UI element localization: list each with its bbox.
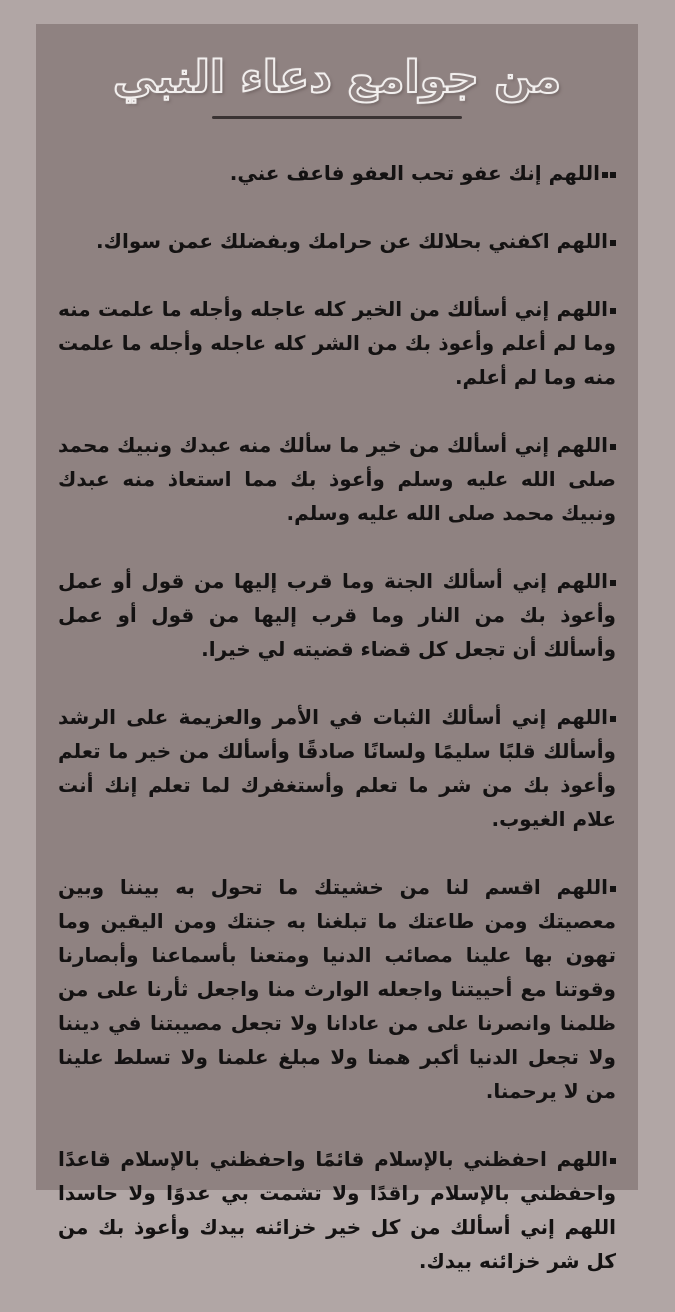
prayer-text: اللهم إني أسألك من الخير كله عاجله وأجله ما علمت منه وما لم أعلم وأعوذ بك من الشر كله عاجله وأجله ما علمت منه وما لم أعلم. <box>58 297 616 389</box>
bullet-icon <box>610 1158 616 1164</box>
prayer-list <box>58 156 616 1312</box>
bullet-icon <box>610 580 616 586</box>
prayer-item <box>58 156 616 190</box>
prayer-text: اللهم إني أسألك الثبات في الأمر والعزيمة على الرشد وأسألك قلبًا سليمًا ولسانًا صادقًا وأسألك من خير ما تعلم وأعوذ بك من شر ما تعلم وأستغفرك لما تعلم إنك أنت علام الغيوب. <box>58 705 616 831</box>
prayer-item <box>58 700 616 836</box>
page-title: من جوامع دعاء النبي <box>112 52 562 103</box>
prayer-text: اللهم احفظني بالإسلام قائمًا واحفظني بالإسلام قاعدًا واحفظني بالإسلام راقدًا ولا تشمت بي عدوًا ولا حاسدا اللهم إني أسألك من كل خير خزائنه بيدك وأعوذ بك من كل شر خزائنه بيدك. <box>58 1147 616 1273</box>
prayer-text: اللهم اكفني بحلالك عن حرامك وبفضلك عمن سواك. <box>96 229 608 253</box>
bullet-icon <box>610 716 616 722</box>
bullet-icon <box>610 444 616 450</box>
bullet-icon <box>610 886 616 892</box>
title-underline <box>212 116 462 119</box>
prayer-item <box>58 292 616 394</box>
prayer-item <box>58 1142 616 1278</box>
bullet-icon <box>602 172 608 178</box>
content-card <box>36 24 638 1273</box>
prayer-text: اللهم إني أسألك من خير ما سألك منه عبدك ونبيك محمد صلى الله عليه وسلم وأعوذ بك مما استعاذ منه عبدك ونبيك محمد صلى الله عليه وسلم. <box>58 433 616 525</box>
prayer-item <box>58 870 616 1108</box>
bullet-icon <box>610 172 616 178</box>
prayer-text: اللهم إنك عفو تحب العفو فاعف عني. <box>229 161 600 185</box>
prayer-text: اللهم اقسم لنا من خشيتك ما تحول به بيننا وبين معصيتك ومن طاعتك ما تبلغنا به جنتك ومن اليقين وما تهون بها علينا مصائب الدنيا ومتعنا بأسماعنا وأبصارنا وقوتنا مع أحييتنا واجعله الوارث منا واجعل ثأرنا على من ظلمنا وانصرنا على من عادانا ولا تجعل مصيبتنا في ديننا ولا تجعل الدنيا أكبر همنا ولا مبلغ علمنا ولا تسلط علينا من لا يرحمنا. <box>58 875 616 1103</box>
bullet-icon <box>610 240 616 246</box>
prayer-item <box>58 564 616 666</box>
bullet-icon <box>610 308 616 314</box>
prayer-item <box>58 224 616 258</box>
prayer-text: اللهم إني أسألك الجنة وما قرب إليها من قول أو عمل وأعوذ بك من النار وما قرب إليها من قول أو عمل وأسألك أن تجعل كل قضاء قضيته لي خيرا. <box>58 569 616 661</box>
prayer-item <box>58 428 616 530</box>
